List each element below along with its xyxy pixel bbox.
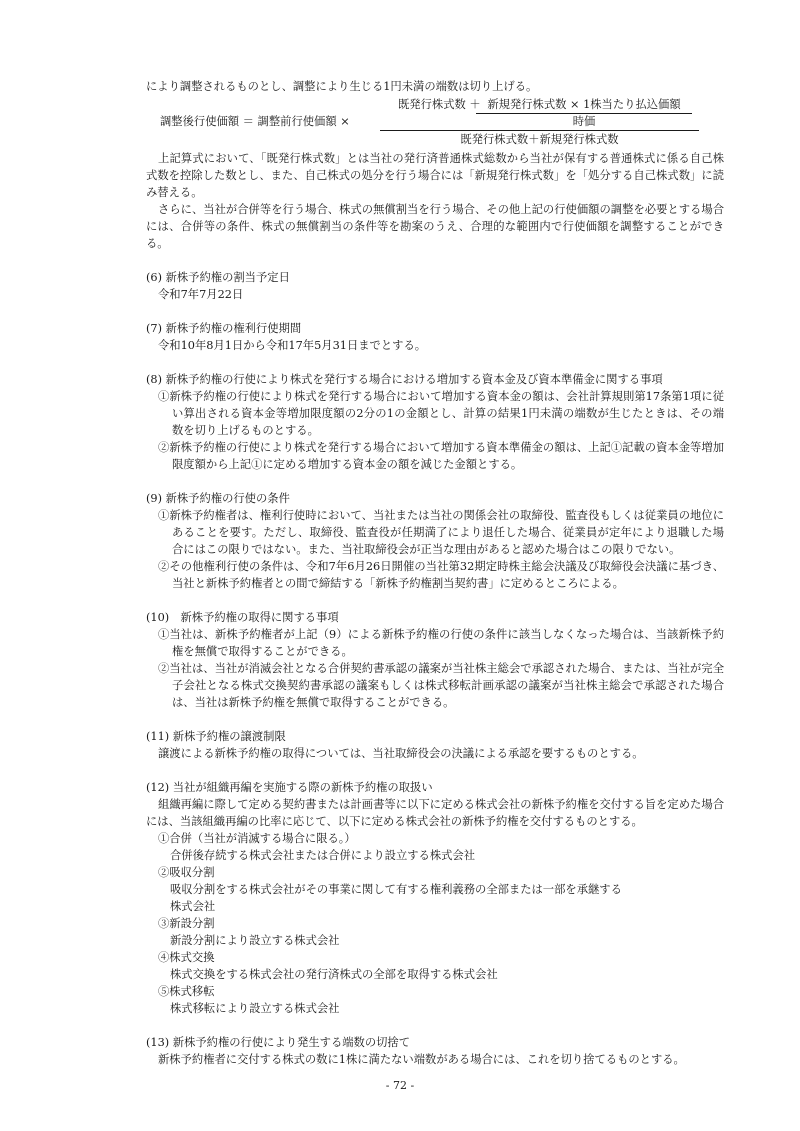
list-item-title: ①合併（当社が消滅する場合に限る。）	[158, 832, 356, 845]
section-heading: (10) 新株予約権の取得に関する事項	[146, 611, 339, 624]
section-heading: (11) 新株予約権の譲渡制限	[146, 730, 286, 743]
paragraph: 上記算式において、「既発行株式数」とは当社の発行済普通株式総数から当社が保有する普通株式に係る自己株式数を控除した数とし、また、自己株式の処分を行う場合には「新規発行株式数」を「処分する自己株式数」に読み替える。	[146, 152, 724, 199]
list-item-detail: 新設分割により設立する株式会社	[170, 934, 340, 947]
list-item-detail: 株式移転により設立する株式会社	[170, 1002, 340, 1015]
page-number: - 72 -	[385, 1079, 415, 1092]
formula-fraction	[380, 96, 699, 148]
section-heading: (7) 新株予約権の権利行使期間	[146, 322, 302, 335]
section-heading: (9) 新株予約権の行使の条件	[146, 492, 290, 505]
section-body: 令和10年8月1日から令和17年5月31日までとする。	[158, 339, 427, 352]
formula-inner-numerator: 新規発行株式数 × 1株当たり払込価額	[487, 98, 681, 111]
document-body	[146, 78, 724, 1068]
list-item-title: ⑤株式移転	[158, 985, 215, 998]
list-item-detail: 株式会社	[170, 900, 216, 913]
list-item: ②新株予約権の行使により株式を発行する場合において増加する資本準備金の額は、上記①記載の資本金等増加限度額から上記①に定める増加する資本金の額を減じた金額とする。	[158, 441, 724, 471]
formula-denominator: 既発行株式数＋新規発行株式数	[460, 133, 619, 146]
section-body: 令和7年7月22日	[158, 288, 244, 301]
section-heading: (6) 新株予約権の割当予定日	[146, 271, 290, 284]
list-item-detail: 合併後存続する株式会社または合併により設立する株式会社	[170, 849, 476, 862]
text-line: により調整されるものとし、調整により生じる1円未満の端数は切り上げる。	[146, 80, 538, 93]
paragraph: 組織再編に際して定める契約書または計画書等に以下に定める株式会社の新株予約権を交付する旨を定めた場合には、当該組織再編の比率に応じて、以下に定める株式会社の新株予約権を交付するものとする。	[146, 798, 724, 828]
section-heading: (13) 新株予約権の行使により発生する端数の切捨て	[146, 1036, 411, 1049]
list-item: ①当社は、新株予約権者が上記（9）による新株予約権の行使の条件に該当しなくなった場合は、当該新株予約権を無償で取得することができる。	[158, 628, 724, 658]
list-item-title: ③新設分割	[158, 917, 215, 930]
section-body: 譲渡による新株予約権の取得については、当社取締役会の決議による承認を要するものとする。	[158, 747, 644, 760]
section-heading: (8) 新株予約権の行使により株式を発行する場合における増加する資本金及び資本準備金に関する事項	[146, 373, 663, 386]
list-item: ②その他権利行使の条件は、令和7年6月26日開催の当社第32期定時株主総会決議及び取締役会決議に基づき、当社と新株予約権者との間で締結する「新株予約権割当契約書」に定めるところによる。	[158, 560, 724, 590]
list-item-detail: 吸収分割をする株式会社がその事業に関して有する権利義務の全部または一部を承継する	[170, 883, 622, 896]
section-body: 新株予約権者に交付する株式の数に1株に満たない端数がある場合には、これを切り捨てるものとする。	[158, 1053, 685, 1066]
adjustment-formula	[146, 96, 724, 148]
formula-inner-fraction	[476, 96, 692, 130]
formula-num-left: 既発行株式数 ＋	[398, 98, 481, 111]
section-heading: (12) 当社が組織再編を実施する際の新株予約権の取扱い	[146, 781, 433, 794]
paragraph: さらに、当社が合併等を行う場合、株式の無償割当を行う場合、その他上記の行使価額の調整を必要とする場合には、合併等の条件、株式の無償割当の条件等を勘案のうえ、合理的な範囲内で行使価額を調整することができる。	[146, 203, 724, 250]
list-item: ②当社は、当社が消滅会社となる合併契約書承認の議案が当社株主総会で承認された場合、または、当社が完全子会社となる株式交換契約書承認の議案もしくは株式移転計画承認の議案が当社株主総会で承認された場合は、当社は新株予約権を無償で取得することができる。	[158, 662, 724, 709]
list-item: ①新株予約権の行使により株式を発行する場合において増加する資本金の額は、会社計算規則第17条第1項に従い算出される資本金等増加限度額の2分の1の金額とし、計算の結果1円未満の端数が生じたときは、その端数を切り上げるものとする。	[158, 390, 724, 437]
formula-lhs: 調整後行使価額 ＝ 調整前行使価額 ×	[160, 115, 350, 128]
list-item-detail: 株式交換をする株式会社の発行済株式の全部を取得する株式会社	[170, 968, 498, 981]
formula-inner-denominator: 時価	[572, 115, 596, 128]
list-item-title: ④株式交換	[158, 951, 215, 964]
list-item: ①新株予約権者は、権利行使時において、当社または当社の関係会社の取締役、監査役もしくは従業員の地位にあることを要す。ただし、取締役、監査役が任期満了により退任した場合、従業員が定年により退職した場合にはこの限りではない。また、当社取締役会が正当な理由があると認めた場合はこの限りでない。	[158, 509, 724, 556]
list-item-title: ②吸収分割	[158, 866, 215, 879]
